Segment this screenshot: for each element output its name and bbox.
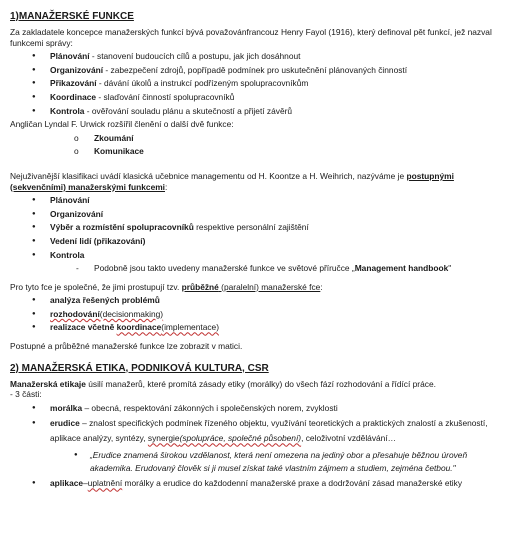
ethics-parts-list: [10, 403, 511, 489]
fayol-functions-list: [10, 51, 511, 116]
list-item: ● realizace včetně koordinace(implementace): [10, 322, 511, 333]
list-item: ● Organizování: [10, 209, 511, 220]
sequential-functions-list: [10, 195, 511, 274]
ethics-intro: Manažerská etikaje úsilí manažerů, které promítá zásady etiky (morálky) do všech fází rozhodování a řídící práce.: [10, 378, 436, 389]
list-item: ● Vedení lidí (přikazování): [10, 236, 511, 247]
koontz-text: Nejuživanější klasifikaci uvádí klasická učebnice managementu od H. Koontze a H. Weihrich, nazýváme je postupnými (sekvenčními) manažerskými funkcemi:: [10, 170, 454, 192]
list-item: ● erudice – znalost specifických podmínek řízeného objektu, využívání teoretických a praktických znalostí a zkušeností, aplikace analýzy, syntézy, synergie(spolupráce, společné působení), celoživotní vzdělávání…: [10, 416, 511, 446]
section-1-heading: 1)MANAŽERSKÉ FUNKCE: [10, 11, 134, 22]
section-2-heading: 2) MANAŽERSKÁ ETIKA, PODNIKOVÁ KULTURA, CSR: [10, 362, 269, 374]
list-item: ● Plánování: [10, 195, 511, 206]
list-item: ● morálka – obecná, respektování zákonných i společenských norem, zvyklosti: [10, 403, 511, 414]
parallel-text: Pro tyto fce je společné, že jimi prostupují tzv. průběžné (paralelní) manažerské fce:: [10, 281, 323, 292]
list-item: [10, 449, 511, 475]
urwick-text: Angličan Lyndal F. Urwick rozšířil členění o další dvě funkce:: [10, 119, 234, 130]
list-item: o Komunikace: [10, 146, 511, 157]
ethics-parts: - 3 části:: [10, 389, 42, 400]
list-item: ● Organizování - zabezpečení zdrojů, popřípadě podmínek pro uskutečnění plánovaných činností: [10, 65, 511, 76]
list-item: ● analýza řešených problémů: [10, 295, 511, 306]
erudice-quote: „Erudice znamená širokou vzdělanost, která není omezena na jediný obor a přesahuje běžnou úroveň akademika. Erudovaný člověk si ji musel získat také vlastním zájmem a studiem, zejména četbou.": [90, 450, 468, 474]
matrix-text: Postupné a průběžné manažerské funkce lze zobrazit v matici.: [10, 341, 243, 352]
list-item: ● Přikazování - dávání úkolů a instrukcí podřízeným spolupracovníkům: [10, 78, 511, 89]
list-item: ● Koordinace - slaďování činností spolupracovníků: [10, 92, 511, 103]
parallel-functions-list: [10, 295, 511, 333]
list-item: ● aplikace–uplatnění morálky a erudice do každodenní manažerské praxe a dodržování zásad manažerské etiky: [10, 478, 511, 489]
list-item: o Zkoumání: [10, 133, 511, 144]
fayol-intro: Za zakladatele koncepce manažerských funkcí bývá považovánfrancouz Henry Fayol (1916), který definoval pět funkcí, jež nazval funkcemi správy:: [10, 27, 492, 48]
list-item: ● Kontrola: [10, 250, 511, 261]
list-item: ● Výběr a rozmístění spolupracovníků respektive personální zajištění: [10, 222, 511, 233]
list-item: ● Plánování - stanovení budoucích cílů a postupu, jak jich dosáhnout: [10, 51, 511, 62]
list-item: ● Kontrola - ověřování souladu plánu a skutečností a přijetí závěrů: [10, 106, 511, 117]
urwick-list: [10, 133, 511, 157]
list-item: ● rozhodování(decisionmaking): [10, 309, 511, 320]
list-item: - Podobně jsou takto uvedeny manažerské funkce ve světové příručce „Management handbook": [10, 263, 511, 274]
